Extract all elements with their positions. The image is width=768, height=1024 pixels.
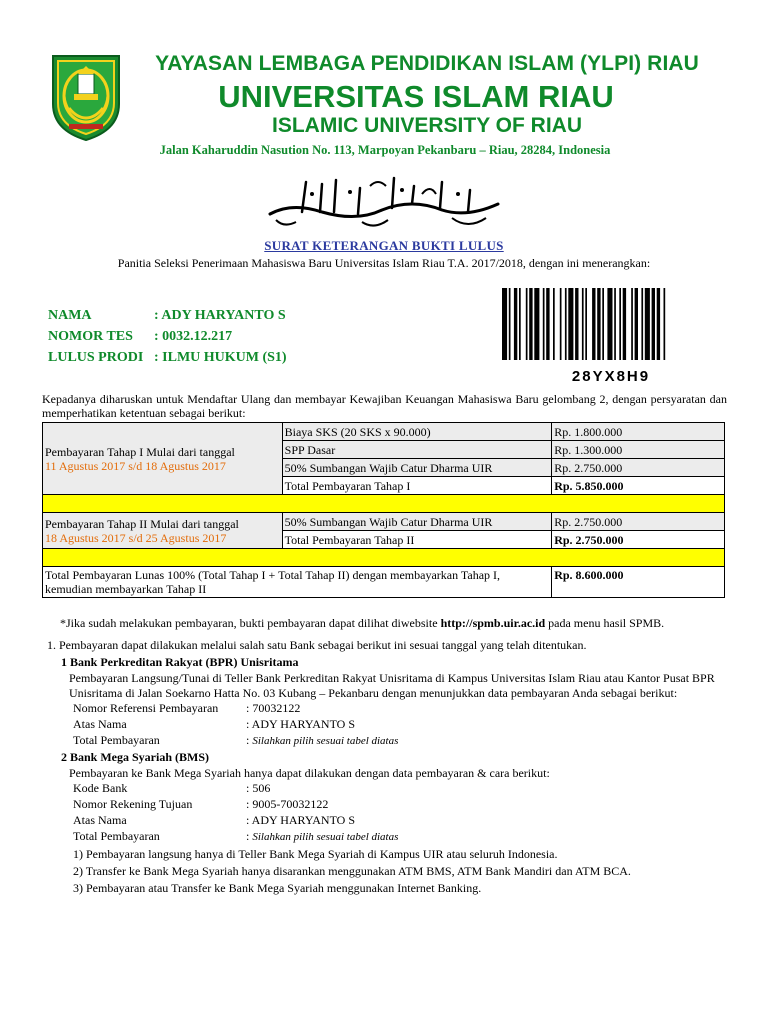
university-emblem-icon [47,52,125,142]
bank2-line1: Pembayaran ke Bank Mega Syariah hanya dapat dilakukan dengan data pembayaran & cara berikut: [69,766,550,780]
name-label: NAMA [48,308,92,323]
stage1-dates: 11 Agustus 2017 s/d 18 Agustus 2017 [45,458,226,473]
test-number-row [48,329,232,345]
bank1-line2: Unisritama di Jalan Soekarno Hatta No. 03 Kubang – Pekanbaru dengan menunjukkan data pembayaran Anda sebagai berikut: [69,686,678,700]
barcode-text: 28YX8H9 [571,368,651,385]
bank2-account-value: : 9005-70032122 [246,797,329,811]
test-number-value: : 0032.12.217 [154,329,233,344]
bank2-code-value: : 506 [246,781,271,795]
stage2-amount: Rp. 2.750.000 [552,513,725,531]
stage1-item: SPP Dasar [282,441,552,459]
study-program-row [48,350,287,366]
stage2-cell [43,513,283,549]
bank2-rule: 3) Pembayaran atau Transfer ke Bank Mega Syariah menggunakan Internet Banking. [73,881,482,895]
study-program-label: LULUS PRODI [48,350,144,365]
instruction-paragraph: Kepadanya diharuskan untuk Mendaftar Ulang dan membayar Kewajiban Keuangan Mahasiswa Baru gelombang 2, dengan persyaratan dan memperhatikan ketentuan sebagai berikut: [42,392,727,420]
note-suffix: pada menu hasil SPMB. [545,616,665,630]
stage2-total-label: Total Pembayaran Tahap II [282,531,552,549]
table-row [43,423,725,441]
bank2-name-value: : ADY HARYANTO S [246,813,356,827]
name-value: : ADY HARYANTO S [154,308,286,323]
bank1-title: 1 Bank Perkreditan Rakyat (BPR) Unisritama [61,655,299,669]
student-name-row [48,308,286,324]
stage1-item: 50% Sumbangan Wajib Catur Dharma UIR [282,459,552,477]
stage1-item: Biaya SKS (20 SKS x 90.000) [282,423,552,441]
bank2-total-hint: Silahkan pilih sesuai tabel diatas [252,831,399,843]
document-title: SURAT KETERANGAN BUKTI LULUS [264,238,504,253]
stage1-label: Pembayaran Tahap I Mulai dari tanggal [45,444,235,459]
bank2-rule: 1) Pembayaran langsung hanya di Teller Bank Mega Syariah di Kampus UIR atau seluruh Indonesia. [73,847,558,861]
bank1-name-value: : ADY HARYANTO S [246,717,356,731]
barcode-icon [500,288,722,360]
stage2-total-amount: Rp. 2.750.000 [552,531,725,549]
table-separator-row [43,549,725,567]
payment-note [60,616,664,631]
bank1-total-hint: Silahkan pilih sesuai tabel diatas [252,735,399,747]
note-prefix: *Jika sudah melakukan pembayaran, bukti pembayaran dapat dilihat diwebsite [60,616,441,630]
stage1-amount: Rp. 1.300.000 [552,441,725,459]
bank1-ref-label: Nomor Referensi Pembayaran [73,701,219,715]
stage2-item: 50% Sumbangan Wajib Catur Dharma UIR [282,513,552,531]
stage1-total-label: Total Pembayaran Tahap I [282,477,552,495]
table-separator-row [43,495,725,513]
grand-total-label: Total Pembayaran Lunas 100% (Total Tahap I + Total Tahap II) dengan membayarkan Tahap I, kemudian membayarkan Tahap II [43,567,552,598]
intro-text: Panitia Seleksi Penerimaan Mahasiswa Baru Universitas Islam Riau T.A. 2017/2018, dengan ini menerangkan: [117,256,651,270]
table-row [43,513,725,531]
stage1-total-amount: Rp. 5.850.000 [552,477,725,495]
bank2-total-label: Total Pembayaran [73,829,160,843]
foundation-name: YAYASAN LEMBAGA PENDIDIKAN ISLAM (YLPI) RIAU [155,52,699,75]
bank2-total-colon: : [246,829,253,843]
university-name: UNIVERSITAS ISLAM RIAU [218,79,614,114]
bank1-ref-value: : 70032122 [246,701,301,715]
spmb-website-link[interactable]: http://spmb.uir.ac.id [440,616,546,630]
stage2-label: Pembayaran Tahap II Mulai dari tanggal [45,516,239,531]
basmala-calligraphy-icon [262,172,506,232]
university-address: Jalan Kaharuddin Nasution No. 113, Marpoyan Pekanbaru – Riau, 28284, Indonesia [159,143,611,157]
university-name-english: ISLAMIC UNIVERSITY OF RIAU [272,114,582,137]
bank1-name-label: Atas Nama [73,717,127,731]
bank2-name-label: Atas Nama [73,813,127,827]
bank2-title: 2 Bank Mega Syariah (BMS) [61,750,210,764]
bank2-account-label: Nomor Rekening Tujuan [73,797,193,811]
stage1-cell [43,423,283,495]
bank1-total-colon: : [246,733,253,747]
bank1-total-label: Total Pembayaran [73,733,160,747]
payment-table [42,422,725,598]
section-1-text: 1. Pembayaran dapat dilakukan melalui salah satu Bank sebagai berikut ini sesuai tanggal yang telah ditentukan. [47,638,587,652]
bank2-rule: 2) Transfer ke Bank Mega Syariah hanya disarankan menggunakan ATM BMS, ATM Bank Mandiri dan ATM BCA. [73,864,631,878]
stage1-amount: Rp. 2.750.000 [552,459,725,477]
grand-total-amount: Rp. 8.600.000 [552,567,725,598]
bank2-total-value [246,828,398,845]
bank1-total-value [246,732,398,749]
bank2-code-label: Kode Bank [73,781,128,795]
bank1-line1: Pembayaran Langsung/Tunai di Teller Bank Perkreditan Rakyat Unisritama di Kampus Universitas Islam Riau atau Kantor Pusat BPR [69,671,715,685]
stage1-amount: Rp. 1.800.000 [552,423,725,441]
stage2-dates: 18 Agustus 2017 s/d 25 Agustus 2017 [45,530,227,545]
test-number-label: NOMOR TES [48,329,133,344]
study-program-value: : ILMU HUKUM (S1) [154,350,287,365]
table-row [43,567,725,598]
